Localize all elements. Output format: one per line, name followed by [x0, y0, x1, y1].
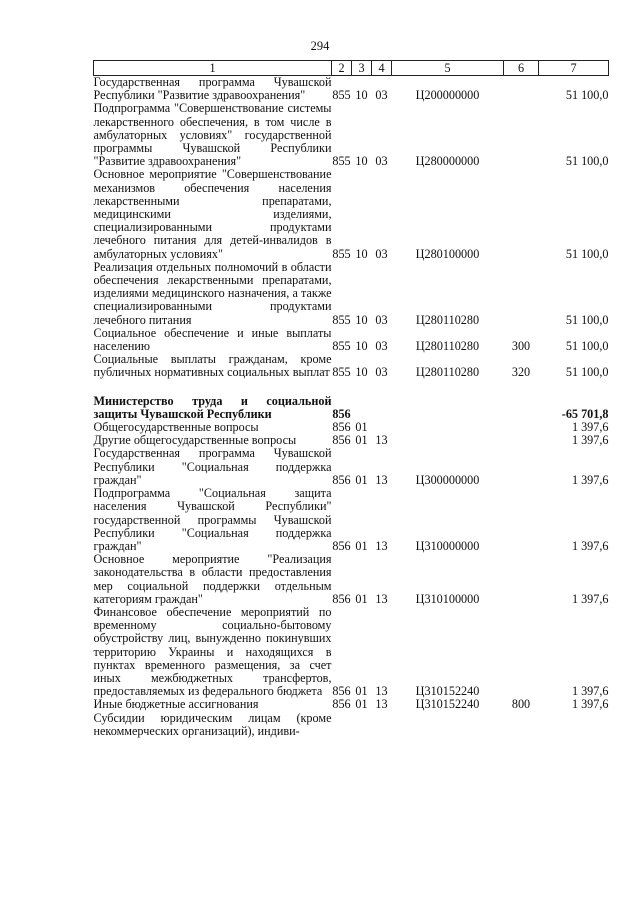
expense-type-cell [504, 261, 539, 327]
target-article-cell: Ц310152240 [415, 697, 480, 712]
row-name-cell: Государственная программа Чувашской Республики "Социальная поддержка граждан" [93, 446, 332, 487]
subsection-code-cell [372, 395, 392, 421]
amount-cell: 51 100,0 [565, 365, 609, 380]
target-article-cell: Ц200000000 [415, 88, 480, 103]
table-row [94, 553, 609, 606]
subsection-code-cell: 13 [375, 591, 388, 606]
amount-cell: 1 397,6 [571, 591, 609, 606]
expense-type-cell [504, 553, 539, 606]
row-name-cell: Социальные выплаты гражданам, кроме публичных нормативных социальных выплат [93, 352, 332, 380]
subsection-code-cell: 13 [375, 697, 388, 712]
target-article-cell [392, 395, 504, 421]
row-name-cell: Иные бюджетные ассигнования [93, 697, 259, 712]
table-row [94, 395, 609, 421]
table-row [94, 168, 609, 260]
row-name-cell: Социальное обеспечение и иные выплаты населению [93, 325, 332, 354]
subsection-code-cell: 13 [375, 472, 388, 487]
amount-cell: 51 100,0 [565, 312, 609, 327]
row-name-cell: Финансовое обеспечение мероприятий по временному социально-бытовому обустройству лиц, вынужденно покинувших территорию Украины и находящихся в пунктах временного размещения, за счет иных межбюджетных трансфертов, предоставляемых из федерального бюджета [93, 604, 332, 699]
section-code-cell: 01 [355, 591, 368, 606]
section-code-cell: 01 [355, 433, 368, 448]
expense-type-cell: 800 [511, 697, 531, 712]
target-article-cell: Ц280100000 [415, 246, 480, 261]
expense-type-cell [504, 168, 539, 260]
subsection-code-cell: 13 [375, 684, 388, 699]
table-row [94, 327, 609, 353]
ministry-code-cell: 855 [332, 365, 351, 380]
subsection-code-cell: 03 [375, 154, 388, 169]
expense-type-cell: 320 [511, 365, 531, 380]
amount-cell: 1 397,6 [571, 433, 609, 448]
subsection-code-cell: 03 [375, 365, 388, 380]
row-name-cell: Субсидии юридическим лицам (кроме некоммерческих организаций), индиви- [93, 710, 332, 738]
section-code-cell: 10 [355, 365, 368, 380]
row-name-cell: Основное мероприятие "Совершенствование механизмов обеспечения населения лекарственными препаратами, медицинскими изделиями, специализированными продуктами лечебного питания для детей-инвалидов в амбулаторных условиях" [93, 167, 332, 261]
row-name-cell: Министерство труда и социальной защиты Чувашской Республики [93, 393, 332, 421]
section-code-cell: 10 [355, 154, 368, 169]
spacer-cell [94, 380, 609, 395]
expense-type-cell [504, 712, 539, 738]
ministry-code-cell [332, 712, 352, 738]
section-code-cell [352, 395, 372, 421]
ministry-code-cell: 856 [332, 406, 351, 421]
column-header: 5 [392, 61, 504, 76]
subsection-code-cell: 03 [375, 312, 388, 327]
row-name-cell: Подпрограмма "Социальная защита населения Чувашской Республики" государственной программы Чувашской Республики "Социальная поддержка граждан" [93, 486, 332, 553]
target-article-cell: Ц280110280 [415, 365, 480, 380]
ministry-code-cell: 856 [332, 472, 351, 487]
column-header: 6 [504, 61, 539, 76]
target-article-cell [392, 712, 504, 738]
target-article-cell [392, 421, 504, 434]
section-code-cell: 01 [355, 697, 368, 712]
amount-cell: 51 100,0 [565, 88, 609, 103]
column-header: 2 [332, 61, 352, 76]
row-name-cell: Реализация отдельных полномочий в области обеспечения лекарственными препаратами, изделиями медицинского назначения, а также специализированными продуктами лечебного питания [93, 259, 332, 327]
subsection-code-cell: 13 [375, 433, 388, 448]
section-code-cell: 10 [355, 312, 368, 327]
budget-table [93, 60, 609, 738]
table-row [94, 698, 609, 711]
amount-cell [539, 712, 609, 738]
amount-cell: 51 100,0 [565, 154, 609, 169]
table-body [94, 76, 609, 738]
row-name-cell: Общегосударственные вопросы [93, 420, 259, 435]
table-row [94, 353, 609, 379]
expense-type-cell [504, 395, 539, 421]
amount-cell: 51 100,0 [565, 339, 609, 354]
ministry-code-cell: 856 [332, 591, 351, 606]
subsection-code-cell: 03 [375, 88, 388, 103]
ministry-code-cell: 856 [332, 684, 351, 699]
row-name-cell: Основное мероприятие "Реализация законодательства в области предоставления мер социальной поддержки отдельным категориям граждан" [93, 552, 332, 606]
target-article-cell: Ц310100000 [415, 591, 480, 606]
expense-type-cell [504, 434, 539, 447]
expense-type-cell [504, 606, 539, 698]
section-code-cell: 01 [355, 538, 368, 553]
target-article-cell: Ц310152240 [415, 684, 480, 699]
target-article-cell: Ц300000000 [415, 472, 480, 487]
section-code-cell: 01 [355, 684, 368, 699]
section-code-cell: 10 [355, 339, 368, 354]
row-name-cell: Подпрограмма "Совершенствование системы лекарственного обеспечения, в том числе в амбулаторных условиях" государственной программы Чувашской Республики "Развитие здравоохранения" [93, 101, 332, 169]
target-article-cell [392, 434, 504, 447]
amount-cell: 51 100,0 [565, 246, 609, 261]
amount-cell: 1 397,6 [571, 472, 609, 487]
ministry-code-cell: 855 [332, 88, 351, 103]
amount-cell: -65 701,8 [561, 406, 609, 421]
amount-cell: 1 397,6 [571, 684, 609, 699]
target-article-cell: Ц280110280 [415, 339, 480, 354]
table-row [94, 102, 609, 168]
table-row [94, 712, 609, 738]
expense-type-cell [504, 76, 539, 103]
amount-cell: 1 397,6 [571, 538, 609, 553]
table-row [94, 261, 609, 327]
column-header: 1 [94, 61, 332, 76]
amount-cell: 1 397,6 [571, 697, 609, 712]
section-code-cell: 01 [355, 472, 368, 487]
subsection-code-cell [372, 712, 392, 738]
section-code-cell [352, 712, 372, 738]
table-row [94, 606, 609, 698]
column-header-row [94, 61, 609, 76]
target-article-cell: Ц280000000 [415, 154, 480, 169]
ministry-code-cell: 856 [332, 420, 351, 435]
ministry-code-cell: 856 [332, 538, 351, 553]
expense-type-cell [504, 447, 539, 487]
subsection-code-cell: 13 [375, 538, 388, 553]
target-article-cell: Ц280110280 [415, 312, 480, 327]
page-number: 294 [310, 39, 330, 53]
ministry-code-cell: 856 [332, 433, 351, 448]
row-name-cell: Государственная программа Чувашской Республики "Развитие здравоохранения" [93, 75, 332, 103]
spacer-row [94, 380, 609, 395]
ministry-code-cell: 856 [332, 697, 351, 712]
column-header: 4 [372, 61, 392, 76]
section-code-cell: 10 [355, 246, 368, 261]
column-header: 3 [352, 61, 372, 76]
column-header: 7 [539, 61, 609, 76]
expense-type-cell [504, 487, 539, 553]
subsection-code-cell: 03 [375, 246, 388, 261]
table-row [94, 76, 609, 103]
table-row [94, 447, 609, 487]
expense-type-cell [504, 421, 539, 434]
ministry-code-cell: 855 [332, 154, 351, 169]
target-article-cell: Ц310000000 [415, 538, 480, 553]
subsection-code-cell: 03 [375, 339, 388, 354]
section-code-cell: 01 [355, 420, 368, 435]
amount-cell: 1 397,6 [571, 420, 609, 435]
row-name-cell: Другие общегосударственные вопросы [93, 433, 297, 448]
ministry-code-cell: 855 [332, 339, 351, 354]
table-row [94, 487, 609, 553]
expense-type-cell: 300 [511, 339, 531, 354]
expense-type-cell [504, 102, 539, 168]
section-code-cell: 10 [355, 88, 368, 103]
ministry-code-cell: 855 [332, 246, 351, 261]
ministry-code-cell: 855 [332, 312, 351, 327]
